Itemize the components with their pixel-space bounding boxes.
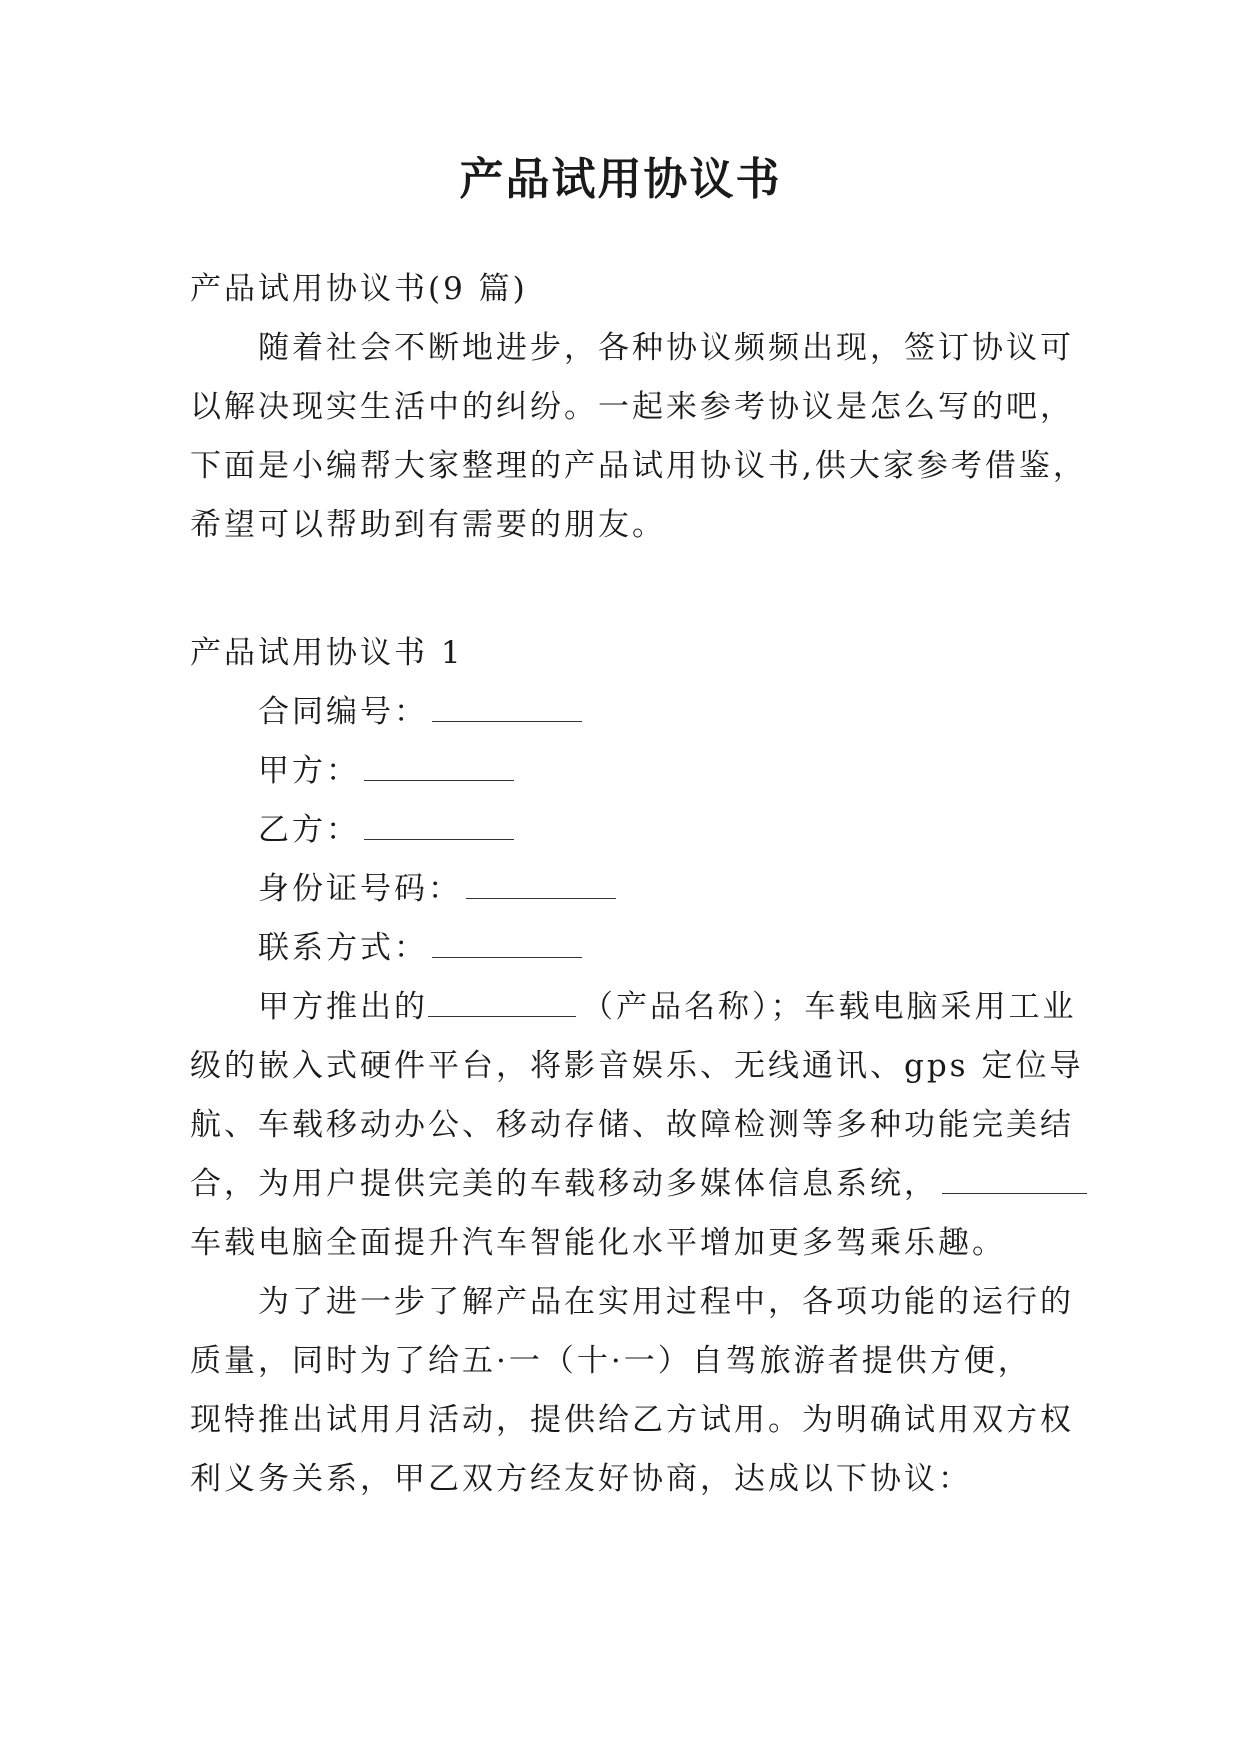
paragraph-line: 现特推出试用月活动，提供给乙方试用。为明确试用双方权: [190, 1402, 1074, 1438]
section-1: [190, 624, 1084, 1509]
field-party-b: [190, 801, 1070, 860]
paragraph-line: [190, 978, 1077, 1037]
field-party-a: [190, 742, 1070, 801]
field-id-number: [190, 860, 1070, 919]
paragraph-line: 质量，同时为了给五·一（十·一）自驾旅游者提供方便，: [190, 1343, 1032, 1379]
fill-in-blank: [364, 758, 514, 781]
intro-heading: 产品试用协议书(9 篇): [190, 271, 528, 307]
paragraph-line: 车载电脑全面提升汽车智能化水平增加更多驾乘乐趣。: [190, 1225, 1006, 1261]
section-heading: 产品试用协议书 1: [190, 635, 464, 671]
fill-in-blank: [942, 1171, 1087, 1194]
intro-line: 希望可以帮助到有需要的朋友。: [190, 507, 666, 543]
paragraph-line: 利义务关系，甲乙双方经友好协商，达成以下协议：: [190, 1461, 972, 1497]
field-label: 身份证号码：: [258, 871, 462, 907]
paragraph-line: [190, 1155, 1070, 1214]
intro-line: 随着社会不断地进步，各种协议频频出现，签订协议可: [258, 330, 1074, 366]
fill-in-blank: [428, 994, 576, 1017]
field-label: 乙方：: [258, 812, 360, 848]
field-label: 合同编号：: [258, 694, 428, 730]
intro-section: [190, 260, 1087, 555]
text-run: （产品名称）；车载电脑采用工业: [582, 989, 1077, 1025]
fill-in-blank: [466, 876, 616, 899]
field-label: 联系方式：: [258, 930, 428, 966]
paragraph-line: 为了进一步了解产品在实用过程中，各项功能的运行的: [258, 1284, 1074, 1320]
intro-line: 下面是小编帮大家整理的产品试用协议书,供大家参考借鉴，: [190, 448, 1087, 484]
document-title: 产品试用协议书: [459, 154, 782, 205]
text-run: 合，为用户提供完美的车载移动多媒体信息系统，: [190, 1166, 938, 1202]
field-contact: [190, 919, 1070, 978]
paragraph-line: 航、车载移动办公、移动存储、故障检测等多种功能完美结: [190, 1107, 1074, 1143]
text-run: 甲方推出的: [258, 989, 428, 1025]
fill-in-blank: [432, 935, 582, 958]
fill-in-blank: [364, 817, 514, 840]
field-contract-number: [190, 683, 1070, 742]
fill-in-blank: [432, 699, 582, 722]
field-label: 甲方：: [258, 753, 360, 789]
paragraph-line: 级的嵌入式硬件平台，将影音娱乐、无线通讯、gps 定位导: [190, 1048, 1084, 1084]
intro-line: 以解决现实生活中的纠纷。一起来参考协议是怎么写的吧，: [190, 389, 1074, 425]
